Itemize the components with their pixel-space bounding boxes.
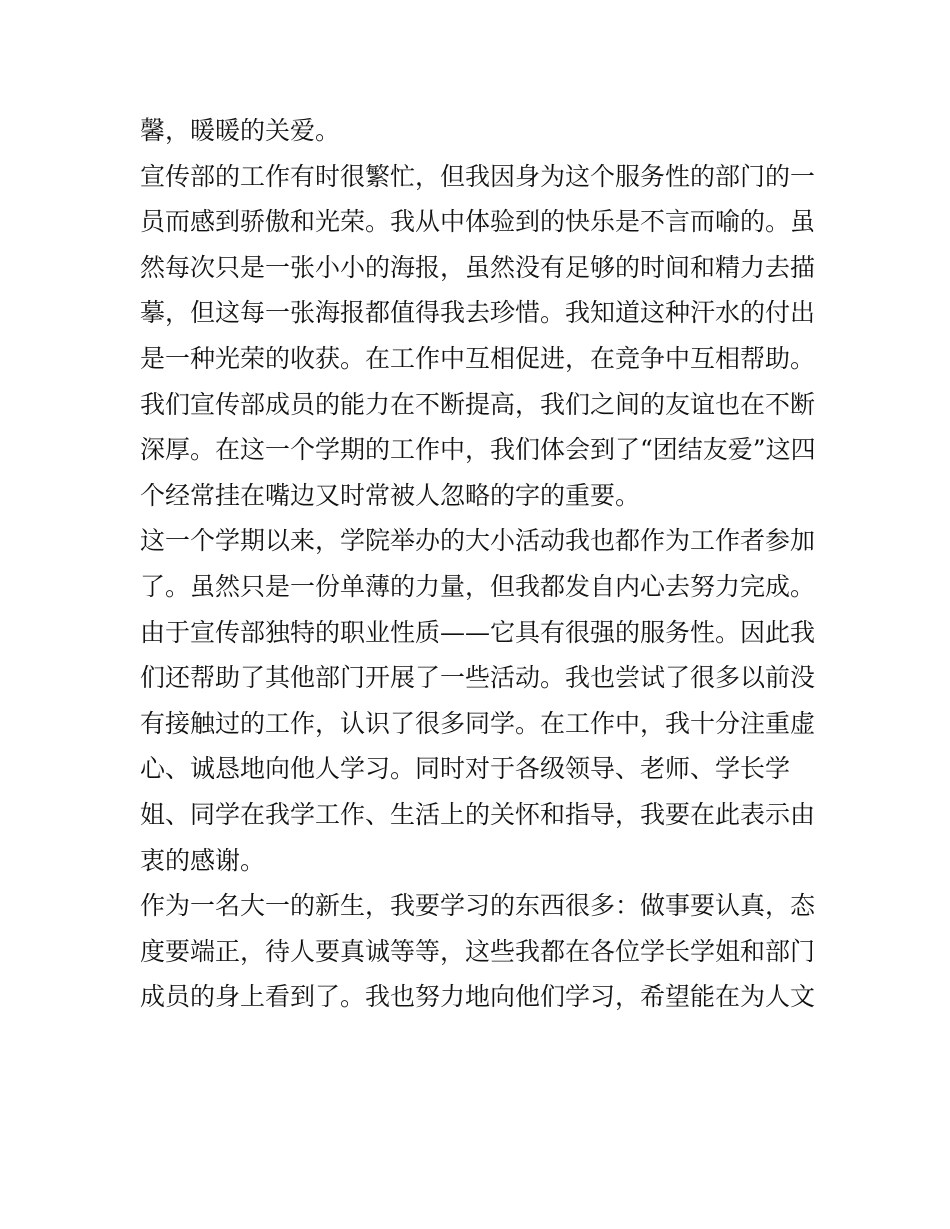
text-line: 这一个学期以来，学院举办的大小活动我也都作为工作者参加: [140, 526, 816, 556]
text-line: 个经常挂在嘴边又时常被人忽略的字的重要。: [140, 480, 641, 510]
text-line: 宣传部的工作有时很繁忙，但我因身为这个服务性的部门的一: [140, 161, 816, 191]
text-line: 员而感到骄傲和光荣。我从中体验到的快乐是不言而喻的。虽: [140, 207, 816, 237]
text-line: 作为一名大一的新生，我要学习的东西很多：做事要认真，态: [140, 891, 816, 921]
text-line: 馨，暖暖的关爱。: [140, 116, 341, 145]
text-line: 深厚。在这一个学期的工作中，我们体会到了“团结友爱”这四: [140, 435, 816, 465]
text-line: 心、诚恳地向他人学习。同时对于各级领导、老师、学长学: [140, 754, 791, 784]
text-line: 们还帮助了其他部门开展了一些活动。我也尝试了很多以前没: [140, 663, 816, 693]
text-line: 度要端正，待人要真诚等等，这些我都在各位学长学姐和部门: [140, 936, 816, 966]
text-line: 了。虽然只是一份单薄的力量，但我都发自内心去努力完成。: [140, 571, 816, 601]
text-line: 是一种光荣的收获。在工作中互相促进，在竞争中互相帮助。: [140, 343, 816, 373]
text-line: 成员的身上看到了。我也努力地向他们学习，希望能在为人文: [140, 982, 816, 1012]
document-body: [140, 108, 820, 1020]
text-line: 衷的感谢。: [140, 845, 266, 875]
text-line: 由于宣传部独特的职业性质——它具有很强的服务性。因此我: [140, 617, 816, 647]
text-line: 我们宣传部成员的能力在不断提高，我们之间的友谊也在不断: [140, 389, 816, 419]
text-line: 然每次只是一张小小的海报，虽然没有足够的时间和精力去描: [140, 252, 816, 282]
text-line: 有接触过的工作，认识了很多同学。在工作中，我十分注重虚: [140, 708, 816, 738]
text-line: 摹，但这每一张海报都值得我去珍惜。我知道这种汗水的付出: [140, 298, 816, 328]
text-line: 姐、同学在我学工作、生活上的关怀和指导，我要在此表示由: [140, 799, 816, 829]
